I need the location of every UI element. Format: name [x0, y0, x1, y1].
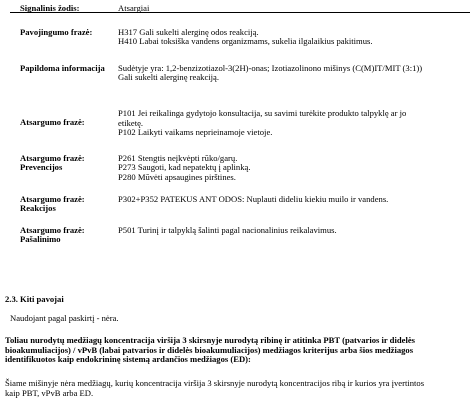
signal-word-label: Signalinis žodis: [20, 3, 80, 13]
additional-info-label: Papildoma informacija [20, 62, 105, 73]
precautionary-line: P101 Jei reikalinga gydytojo konsultacija, su savimi turėkite produkto talpyklę ar jo [118, 107, 407, 118]
response-line: P302+P352 PATEKUS ANT ODOS: Nuplauti dideliu kiekiu muilo ir vandens. [118, 193, 389, 204]
pbt-question-line: bioakumuliacijos) / vPvB (labai patvarios ir didelės bioakumuliacijos) medžiagos kriterijus arba šios medžiagos [5, 344, 414, 355]
disposal-label-line1: Atsargumo frazė: [20, 224, 85, 235]
precautionary-response-value [118, 195, 470, 214]
precautionary-line: etiketę. [118, 117, 144, 128]
pbt-answer [5, 379, 470, 398]
row-additional-info [10, 64, 470, 83]
hazard-statements-value [118, 28, 470, 47]
row-precautionary-disposal [10, 226, 470, 245]
additional-info-line: Gali sukelti alerginę reakciją. [118, 72, 220, 83]
row-precautionary-general [10, 109, 470, 138]
prevention-line: P273 Saugoti, kad nepatektų į aplinką. [118, 162, 251, 173]
section-title-other-hazards: 2.3. Kiti pavojai [5, 294, 64, 304]
additional-info-value [118, 64, 470, 83]
hazard-statement-line: H317 Gali sukelti alerginę odos reakciją. [118, 26, 259, 37]
signal-word-line: Atsargiai [118, 3, 150, 13]
precautionary-line: P102 Laikyti vaikams neprieinamoje vietoje. [118, 127, 273, 138]
precautionary-general-value [118, 109, 470, 138]
disposal-line: P501 Turinį ir talpyklą šalinti pagal nacionalinius reikalavimus. [118, 224, 337, 235]
pbt-question-line: Toliau nurodytų medžiagų koncentracija viršija 3 skirsnyje nurodytą ribinę ir atitinka PBT (patvarios ir didelės [5, 335, 415, 345]
prevention-line: P280 Mūvėti apsaugines pirštines. [118, 171, 236, 182]
precautionary-prevention-value [118, 154, 470, 183]
precautionary-general-label: Atsargumo frazė: [20, 116, 85, 127]
row-precautionary-response [10, 195, 470, 214]
precautionary-response-label [10, 195, 118, 214]
precautionary-prevention-label [10, 154, 118, 183]
prevention-line: P261 Stengtis neįkvėpti rūko/garų. [118, 152, 238, 163]
pbt-question-line: identifikuotos kaip endokrininę sistemą ardančios medžiagos (ED): [5, 354, 251, 365]
precautionary-disposal-value [118, 226, 470, 245]
row-precautionary-prevention [10, 154, 470, 183]
additional-info-line: Sudėtyje yra: 1,2-benzizotiazol-3(2H)-onas; Izotiazolinono mišinys (C(M)IT/MIT (3:1)) [118, 62, 423, 73]
row-hazard-statements [10, 28, 470, 47]
prevention-label-line2: Prevencijos [20, 162, 63, 173]
signal-word-value [118, 4, 470, 14]
pbt-question [5, 336, 470, 365]
precautionary-disposal-label [10, 226, 118, 245]
row-signal-word [10, 4, 470, 14]
hazard-statement-line: H410 Labai toksiška vandens organizmams, sukelia ilgalaikius pakitimus. [118, 36, 373, 47]
prevention-label-line1: Atsargumo frazė: [20, 152, 85, 163]
response-label-line1: Atsargumo frazė: [20, 193, 85, 204]
pbt-answer-line: kaip PBT, vPvB arba ED. [5, 387, 94, 398]
disposal-label-line2: Pašalinimo [20, 234, 61, 245]
label-elements-table [10, 2, 470, 245]
response-label-line2: Reakcijos [20, 203, 56, 214]
other-hazards-text: Naudojant pagal paskirtį - nėra. [10, 313, 119, 323]
hazard-statements-label: Pavojingumo frazė: [20, 26, 93, 37]
pbt-answer-line: Šiame mišinyje nėra medžiagų, kurių koncentracija viršija 3 skirsnyje nurodytą koncentracijos ribą ir kurios yra įvertintos [5, 378, 425, 388]
